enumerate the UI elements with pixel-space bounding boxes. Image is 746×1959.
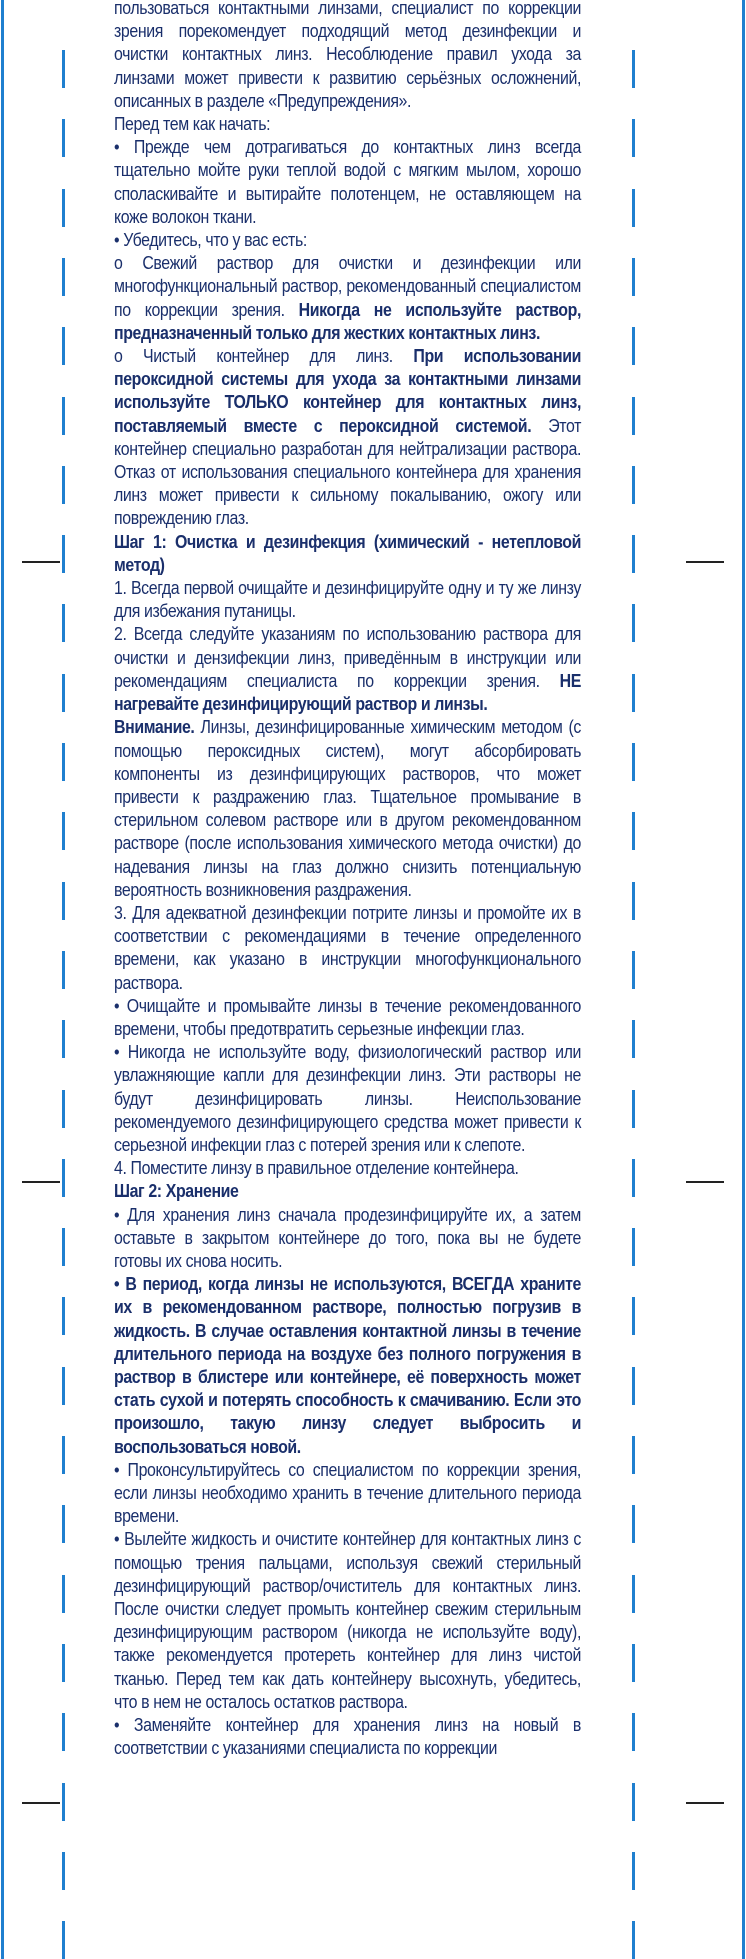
paragraph <box>114 251 581 344</box>
guide-dash <box>632 119 635 157</box>
guide-dash <box>62 119 65 157</box>
guide-dash <box>632 189 635 227</box>
left-border-line <box>1 0 4 1959</box>
text-run: о Свежий раствор для очистки и дезинфекции или многофункциональный раствор, рекомендованный специалистом по коррекции зрения. <box>114 252 581 320</box>
guide-dash <box>632 1575 635 1613</box>
guide-dash <box>62 1367 65 1405</box>
guide-dash <box>632 258 635 296</box>
paragraph <box>114 994 581 1040</box>
guide-dash <box>62 1505 65 1543</box>
paragraph <box>114 622 581 715</box>
right-cut-mark <box>686 1181 724 1183</box>
paragraph <box>114 576 581 622</box>
paragraph <box>114 228 581 251</box>
guide-dash <box>62 1020 65 1058</box>
guide-dash <box>632 1090 635 1128</box>
guide-dash <box>632 327 635 365</box>
guide-dash <box>632 535 635 573</box>
paragraph <box>114 1713 581 1759</box>
left-dashed-guide <box>62 0 65 1959</box>
guide-dash <box>62 1713 65 1751</box>
text-run: 1. Всегда первой очищайте и дезинфицируйте одну и ту же линзу для избежания путаницы. <box>114 577 581 622</box>
text-run: • Очищайте и промывайте линзы в течение рекомендованного времени, чтобы предотвратить серьезные инфекции глаз. <box>114 994 581 1039</box>
guide-dash <box>632 1644 635 1682</box>
guide-dash <box>632 604 635 642</box>
text-run: Перед тем как начать: <box>114 113 271 135</box>
bold-text: • В период, когда линзы не используются, ВСЕГДА храните их в рекомендованном растворе, полностью погрузив в жидкость. В случае оставления контактной линзы в течение длительного периода на воздухе без полного погружения в раствор в блистере или контейнере, её поверхность может стать сухой и потерять способность к смачиванию. Если это произошло, такую линзу следует выбросить и воспользоваться новой. <box>114 1273 581 1457</box>
paragraph <box>114 1179 581 1202</box>
guide-dash <box>62 327 65 365</box>
right-dashed-guide <box>632 0 635 1959</box>
guide-dash <box>632 1367 635 1405</box>
guide-dash <box>632 1436 635 1474</box>
text-run: Этот контейнер специально разработан для нейтрализации раствора. Отказ от использования специального контейнера для хранения линз может привести к сильному покалыванию, ожогу или повреждению глаз. <box>114 414 581 529</box>
guide-dash <box>62 466 65 504</box>
left-cut-mark <box>22 561 60 563</box>
paragraph <box>114 1040 581 1156</box>
text-run: пользоваться контактными линзами, специалист по коррекции зрения порекомендует подходящий метод дезинфекции и очистки контактных линз. Несоблюдение правил ухода за линзами может привести к развитию серьёзных осложнений, описанных в разделе «Предупреждения». <box>114 0 581 111</box>
guide-dash <box>62 1575 65 1613</box>
guide-dash <box>62 604 65 642</box>
guide-dash <box>632 1783 635 1821</box>
guide-dash <box>62 1297 65 1335</box>
right-border-line <box>742 0 745 1959</box>
bold-text: Шаг 1: Очистка и дезинфекция (химический - нетепловой метод) <box>114 530 581 575</box>
guide-dash <box>632 1297 635 1335</box>
guide-dash <box>62 951 65 989</box>
text-run: 3. Для адекватной дезинфекции потрите линзы и промойте их в соответствии с рекомендациями в течение определенного времени, как указано в инструкции многофункционального раствора. <box>114 901 581 993</box>
guide-dash <box>62 812 65 850</box>
guide-dash <box>62 1644 65 1682</box>
text-run: • Никогда не используйте воду, физиологический раствор или увлажняющие капли для дезинфекции линз. Эти растворы не будут дезинфицировать линзы. Неиспользование рекомендуемого дезинфицирующего средства может привести к серьезной инфекции глаз с потерей зрения или к слепоте. <box>114 1041 581 1155</box>
paragraph <box>114 1203 581 1273</box>
paragraph <box>114 344 581 530</box>
right-cut-mark <box>686 561 724 563</box>
bold-text: Никогда не используйте раствор, предназначенный только для жестких контактных линз. <box>114 298 581 343</box>
guide-dash <box>632 1505 635 1543</box>
guide-dash <box>62 535 65 573</box>
guide-dash <box>62 397 65 435</box>
text-run: • Заменяйте контейнер для хранения линз на новый в соответствии с указаниями специалиста по коррекции <box>114 1714 581 1759</box>
guide-dash <box>62 1783 65 1821</box>
left-cut-mark <box>22 1802 60 1804</box>
paragraph <box>114 715 581 901</box>
guide-dash <box>632 466 635 504</box>
guide-dash <box>62 674 65 712</box>
guide-dash <box>632 743 635 781</box>
text-run: о Чистый контейнер для линз. <box>114 345 414 367</box>
left-cut-mark <box>22 1181 60 1183</box>
guide-dash <box>632 1852 635 1890</box>
guide-dash <box>632 812 635 850</box>
bold-text: Внимание. <box>114 716 195 738</box>
guide-dash <box>62 258 65 296</box>
text-run: • Для хранения линз сначала продезинфицируйте их, а затем оставьте в закрытом контейнере до того, пока вы не будете готовы их снова носить. <box>114 1203 581 1271</box>
bold-text: При использовании пероксидной системы для ухода за контактными линзами используйте ТОЛЬКО контейнер для контактных линз, поставляемый вместе с пероксидной системой. <box>114 345 581 436</box>
guide-dash <box>632 1921 635 1959</box>
guide-dash <box>632 882 635 920</box>
right-cut-mark <box>686 1802 724 1804</box>
text-run: 4. Поместите линзу в правильное отделение контейнера. <box>114 1157 519 1179</box>
guide-dash <box>62 1228 65 1266</box>
guide-dash <box>632 1713 635 1751</box>
paragraph <box>114 135 581 228</box>
paragraph <box>114 901 581 994</box>
text-run: • Вылейте жидкость и очистите контейнер для контактных линз с помощью трения пальцами, используя свежий стерильный дезинфицирующий раствор/очиститель для контактных линз. После очистки следует промыть контейнер свежим стерильным дезинфицирующим раствором (никогда не используйте воду), также рекомендуется протереть контейнер для линз чистой тканью. Перед тем как дать контейнеру высохнуть, убедитесь, что в нем не осталось остатков раствора. <box>114 1528 581 1712</box>
guide-dash <box>62 1921 65 1959</box>
guide-dash <box>62 1436 65 1474</box>
paragraph <box>114 1527 581 1713</box>
guide-dash <box>632 1159 635 1197</box>
guide-dash <box>62 1852 65 1890</box>
paragraph <box>114 112 581 135</box>
bold-text: НЕ нагревайте дезинфицирующий раствор и линзы. <box>114 669 581 715</box>
paragraph <box>114 0 581 112</box>
guide-dash <box>62 1090 65 1128</box>
text-run: • Прежде чем дотрагиваться до контактных линз всегда тщательно мойте руки теплой водой с мягким мылом, хорошо споласкивайте и вытирайте полотенцем, не оставляющем на коже волокон ткани. <box>114 136 581 227</box>
instruction-text <box>114 0 581 1759</box>
guide-dash <box>632 50 635 88</box>
guide-dash <box>62 882 65 920</box>
paragraph <box>114 1156 581 1179</box>
paragraph <box>114 1458 581 1528</box>
guide-dash <box>62 189 65 227</box>
guide-dash <box>632 951 635 989</box>
paragraph <box>114 530 581 576</box>
text-run: Линзы, дезинфицированные химическим методом (с помощью пероксидных систем), могут абсорбировать компоненты из дезинфицирующих растворов, что может привести к раздражению глаз. Тщательное промывание в стерильном солевом растворе или в другом рекомендованном растворе (после использования химического метода очистки) до надевания линзы на глаз должно снизить потенциальную вероятность возникновения раздражения. <box>114 716 581 900</box>
text-run: • Проконсультируйтесь со специалистом по коррекции зрения, если линзы необходимо хранить в течение длительного периода времени. <box>114 1458 581 1527</box>
paragraph <box>114 1272 581 1458</box>
guide-dash <box>62 50 65 88</box>
guide-dash <box>62 1159 65 1197</box>
bold-text: Шаг 2: Хранение <box>114 1180 239 1202</box>
guide-dash <box>632 674 635 712</box>
guide-dash <box>62 743 65 781</box>
text-run: 2. Всегда следуйте указаниям по использованию раствора для очистки и дензифекции линз, приведённым в инструкции или рекомендациям специалиста по коррекции зрения. <box>114 623 581 691</box>
guide-dash <box>632 1020 635 1058</box>
guide-dash <box>632 1228 635 1266</box>
text-run: • Убедитесь, что у вас есть: <box>114 229 307 251</box>
guide-dash <box>632 397 635 435</box>
